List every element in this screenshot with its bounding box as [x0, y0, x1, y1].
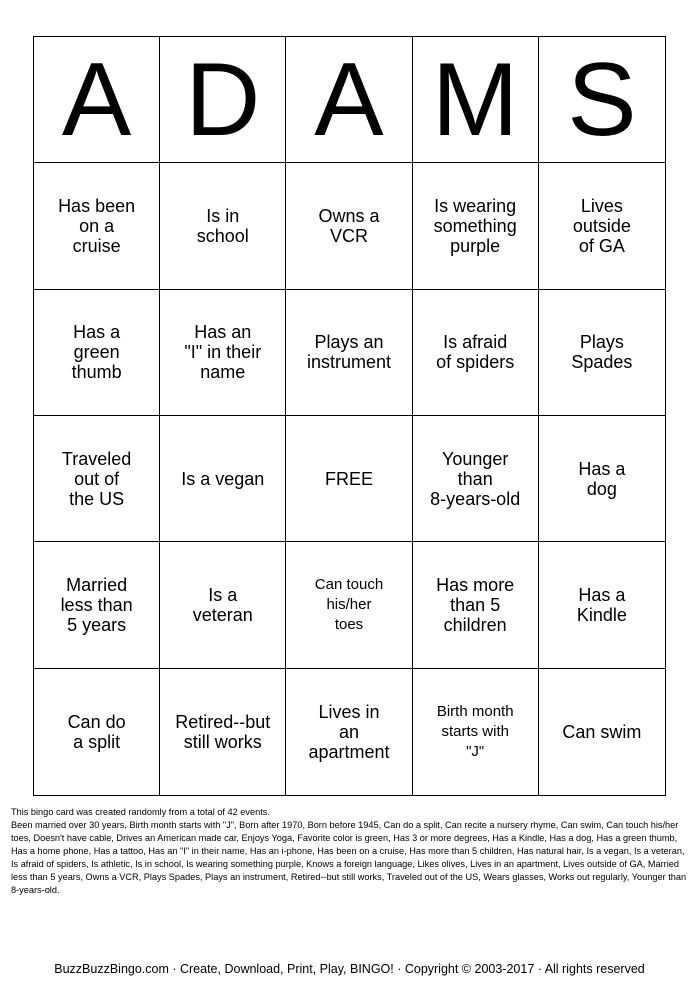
bingo-cell: Plays an instrument [286, 290, 412, 416]
bingo-cell: Owns a VCR [286, 163, 412, 289]
bingo-cell: Has a green thumb [34, 290, 160, 416]
bingo-cell: Lives in an apartment [286, 669, 412, 795]
bingo-cell: Can swim [562, 721, 642, 742]
bingo-cell: Plays Spades [539, 290, 665, 416]
header-letter: S [539, 37, 665, 163]
header-letter: M [413, 37, 539, 163]
events-list: Been married over 30 years, Birth month starts with "J", Born after 1970, Born before 1945, Can do a split, Can recite a nursery rhyme, Can swim, Can touch his/her toes, Doesn't have cable, Drives an American made car, Enjoys Yoga, Favorite color is green, Has 3 or more degrees, Has a Kindle, Has a dog, Has a green thumb, Has a home phone, Has a tattoo, Has an "I" in their name, Has an i-phone, Has been on a cruise, Has more than 5 children, Has natural hair, Is a vegan, Is a veteran, Is afraid of spiders, Is athletic, Is in school, Is wearing something purple, Knows a foreign language, Likes olives, Lives in an apartment, Lives outside of GA, Married less than 5 years, Owns a VCR, Plays Spades, Plays an instrument, Retired--but still works, Traveled out of the US, Wears glasses, Works out regularly, Younger than 8-years-old. [11, 820, 687, 895]
bingo-cell: Can touch his/her toes [286, 542, 412, 668]
bingo-cell: Lives outside of GA [539, 163, 665, 289]
bingo-cell: Has a dog [539, 416, 665, 542]
bingo-cell: Has an "I" in their name [160, 290, 286, 416]
site-footer: BuzzBuzzBingo.com · Create, Download, Print, Play, BINGO! · Copyright © 2003-2017 · All rights reserved [54, 962, 645, 976]
header-letter: A [286, 37, 412, 163]
bingo-cell: Has been on a cruise [34, 163, 160, 289]
header-letter: D [160, 37, 286, 163]
bingo-cell: Has a Kindle [539, 542, 665, 668]
header-letter: A [34, 37, 160, 163]
bingo-cell: Has more than 5 children [413, 542, 539, 668]
bingo-cell: Is in school [160, 163, 286, 289]
bingo-cell: Traveled out of the US [34, 416, 160, 542]
events-info [11, 806, 689, 897]
bingo-cell: Retired--but still works [160, 669, 286, 795]
bingo-card [33, 36, 666, 796]
bingo-cell: Younger than 8-years-old [413, 416, 539, 542]
bingo-cell: Birth month starts with "J" [413, 669, 539, 795]
bingo-cell: Is afraid of spiders [413, 290, 539, 416]
bingo-cell: Married less than 5 years [34, 542, 160, 668]
bingo-cell: Is wearing something purple [413, 163, 539, 289]
bingo-cell: Can do a split [34, 669, 160, 795]
bingo-cell: Is a vegan [160, 416, 286, 542]
free-cell: FREE [286, 416, 412, 542]
bingo-cell: Is a veteran [160, 542, 286, 668]
events-summary: This bingo card was created randomly from a total of 42 events. [11, 807, 270, 817]
